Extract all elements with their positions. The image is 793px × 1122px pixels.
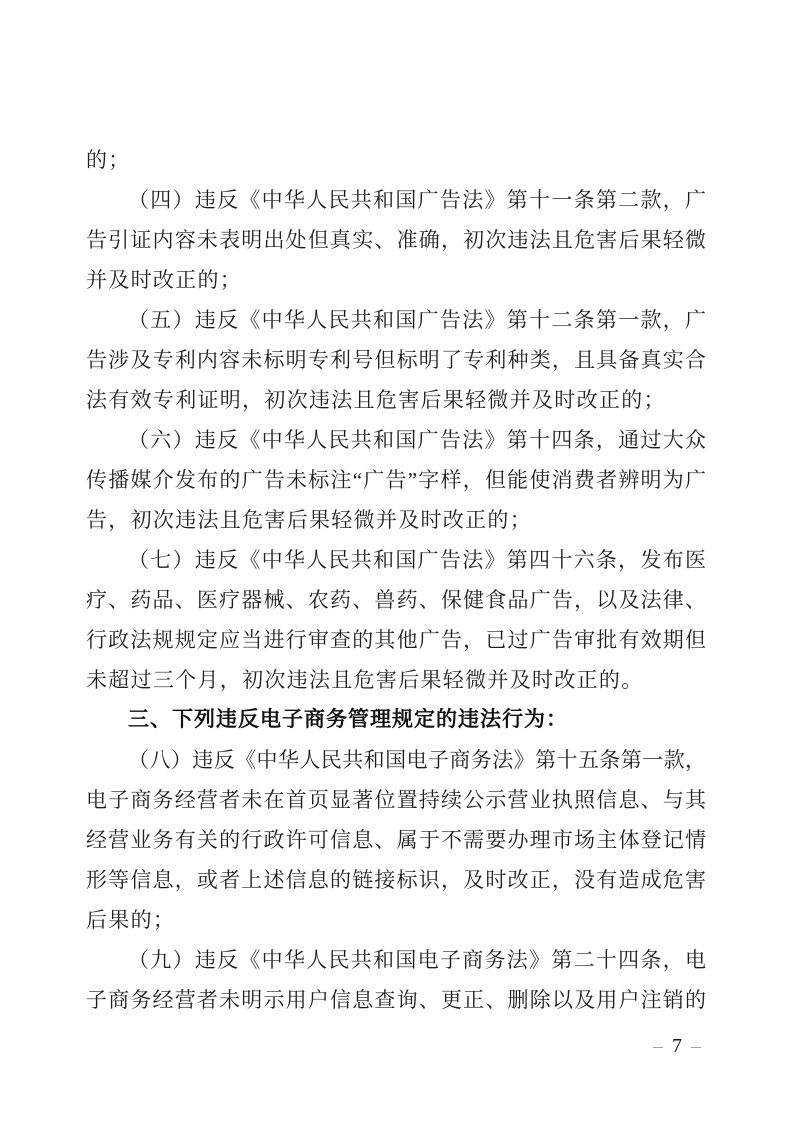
section-heading-text: 三、下列违反电子商务管理规定的违法行为： (128, 708, 568, 731)
paragraph-item-8 (86, 740, 706, 940)
paragraph-item-5 (86, 300, 706, 420)
section-heading (86, 700, 706, 740)
text-line: 疗、药品、医疗器械、农药、兽药、保健食品广告，以及法律、 (86, 588, 706, 612)
text-line: 行政法规规定应当进行审查的其他广告，已过广告审批有效期但 (86, 628, 706, 652)
paragraph-item-4 (86, 180, 706, 300)
text-line: （七）违反《中华人民共和国广告法》第四十六条，发布医 (128, 548, 706, 572)
text-line: 电子商务经营者未在首页显著位置持续公示营业执照信息、与其 (86, 788, 706, 812)
text-line: 法有效专利证明，初次违法且危害后果轻微并及时改正的； (86, 388, 666, 412)
text-line: （六）违反《中华人民共和国广告法》第十四条，通过大众 (128, 428, 706, 452)
text-line: 后果的； (86, 908, 176, 932)
paragraph-item-6 (86, 420, 706, 540)
text-line: 并及时改正的； (86, 268, 243, 292)
paragraph-continuation (86, 140, 706, 180)
text-line: 形等信息，或者上述信息的链接标识，及时改正，没有造成危害 (86, 868, 706, 892)
document-body (86, 140, 706, 1020)
text-line: （五）违反《中华人民共和国广告法》第十二条第一款，广 (128, 308, 706, 332)
text-line: （四）违反《中华人民共和国广告法》第十一条第二款，广 (128, 188, 706, 212)
paragraph-item-7 (86, 540, 706, 700)
text-line: 子商务经营者未明示用户信息查询、更正、删除以及用户注销的 (86, 988, 706, 1012)
text-line: （八）违反《中华人民共和国电子商务法》第十五条第一款， (128, 748, 706, 772)
page-number: 7 (672, 1035, 682, 1057)
text-line: 告引证内容未表明出处但真实、准确，初次违法且危害后果轻微 (86, 228, 706, 252)
footer-dash-left: – (653, 1035, 663, 1057)
text-line: 告涉及专利内容未标明专利号但标明了专利种类，且具备真实合 (86, 348, 706, 372)
text-line: 未超过三个月，初次违法且危害后果轻微并及时改正的。 (86, 668, 644, 692)
text-line: 告，初次违法且危害后果轻微并及时改正的； (86, 508, 532, 532)
text-line: 传播媒介发布的广告未标注“广告”字样，但能使消费者辨明为广 (86, 468, 706, 492)
paragraph-item-9 (86, 940, 706, 1020)
page-footer (653, 1034, 701, 1058)
footer-dash-right: – (691, 1035, 701, 1057)
text-line: 经营业务有关的行政许可信息、属于不需要办理市场主体登记情 (86, 828, 706, 852)
text-line: （九）违反《中华人民共和国电子商务法》第二十四条，电 (128, 948, 706, 972)
text-line: 的； (86, 148, 131, 172)
